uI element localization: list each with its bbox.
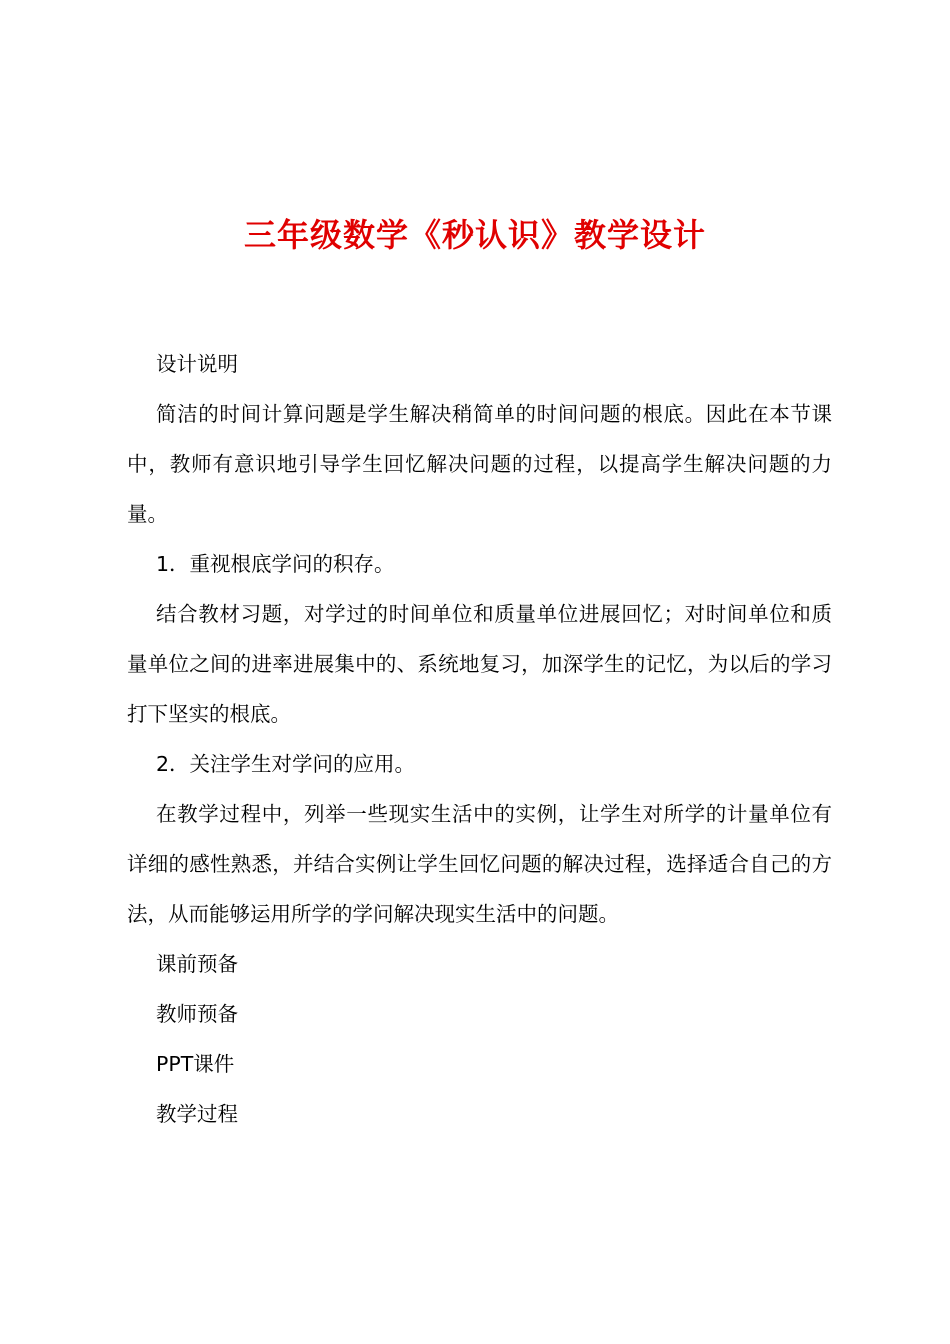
paragraph-intro: 简洁的时间计算问题是学生解决稍简单的时间问题的根底。因此在本节课中，教师有意识地引导学生回忆解决问题的过程，以提高学生解决问题的力量。: [127, 402, 832, 526]
section-heading-teacher-preparation: 教师预备: [156, 1002, 238, 1026]
section-heading-design-notes: 设计说明: [156, 352, 238, 376]
section-heading-preparation: 课前预备: [156, 952, 238, 976]
ppt-courseware-label: PPT课件: [156, 1052, 235, 1076]
paragraph-application: 在教学过程中，列举一些现实生活中的实例，让学生对所学的计量单位有详细的感性熟悉，并结合实例让学生回忆问题的解决过程，选择适合自己的方法，从而能够运用所学的学问解决现实生活中的问题。: [127, 802, 832, 926]
paragraph-review: 结合教材习题，对学过的时间单位和质量单位进展回忆；对时间单位和质量单位之间的进率进展集中的、系统地复习，加深学生的记忆，为以后的学习打下坚实的根底。: [127, 602, 832, 726]
list-item-2: 2．关注学生对学问的应用。: [156, 752, 416, 776]
document-title: 三年级数学《秒认识》教学设计: [243, 216, 706, 254]
list-item-1: 1．重视根底学问的积存。: [156, 552, 395, 576]
section-heading-teaching-process: 教学过程: [156, 1102, 238, 1126]
document-body: [127, 339, 832, 1139]
